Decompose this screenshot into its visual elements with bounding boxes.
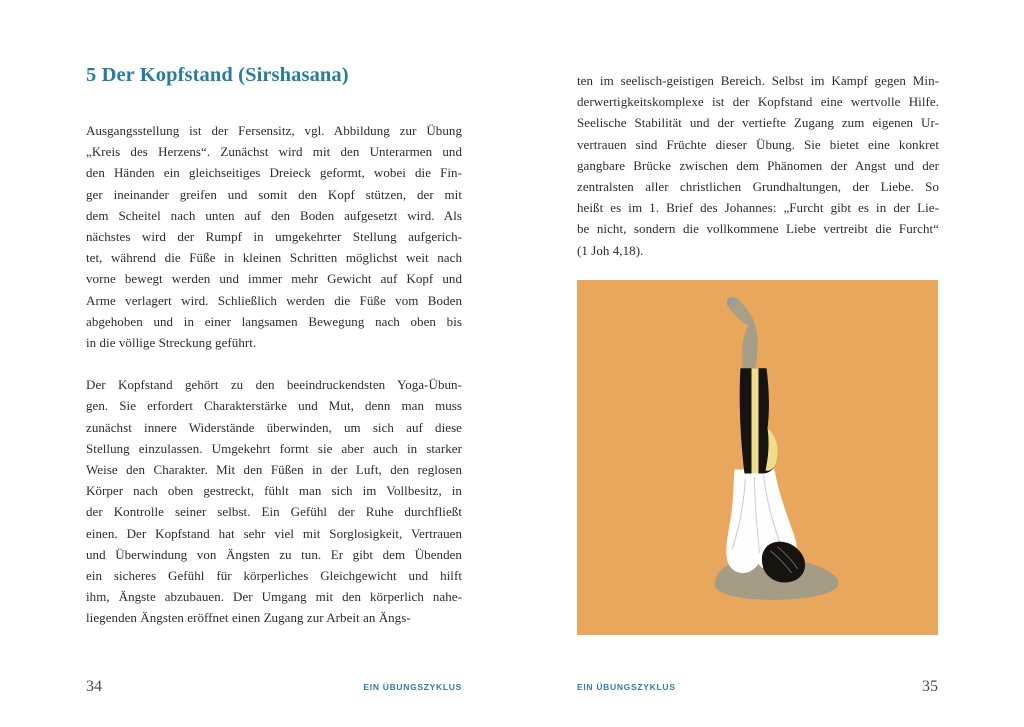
page-number-left: 34 [86, 678, 102, 695]
text-line: in die völlige Streckung geführt. [86, 335, 257, 351]
text-line: Ausgangsstellung ist der Fersensitz, vgl. Abbildung zur Übung [86, 123, 462, 138]
paragraph [86, 120, 462, 353]
text-line: Seelische Stabilität und der vertiefte Zugang zum eigenen Ur- [577, 115, 939, 131]
text-line: be nicht, sondern die vollkommene Liebe vertreibt die Furcht“ [577, 221, 939, 237]
tights-stripe [751, 368, 758, 473]
text-line: und Überwindung von Ängsten zu tun. Er gibt dem Übenden [86, 546, 462, 562]
text-line: liegenden Ängsten eröffnet einen Zugang zur Arbeit an Ängs- [86, 610, 411, 626]
text-line: vertrauen sind Früchte dieser Übung. Sie bietet eine konkret [577, 136, 939, 152]
text-line: gangbare Brücke zwischen dem Phänomen der Angst und der [577, 157, 939, 173]
text-line: (1 Joh 4,18). [577, 242, 644, 258]
text-line: abgehoben und in einer langsamen Bewegung nach oben bis [86, 313, 462, 329]
text-line: Arme verlagert wird. Schließlich werden die Füße vom Boden [86, 292, 462, 308]
text-line: ten im seelisch-geistigen Bereich. Selbst im Kampf gegen Min- [577, 73, 939, 88]
text-line: zentralsten aller christlichen Grundhaltungen, der Liebe. So [577, 179, 939, 195]
text-line: vorne bewegt werden und immer mehr Gewicht auf Kopf und [86, 271, 462, 287]
text-line: gen. Sie erfordert Charakterstärke und Mut, denn man muss [86, 398, 462, 414]
text-line: „Kreis des Herzens“. Zunächst wird mit den Unterarmen und [86, 144, 462, 160]
text-line: Stellung einzulassen. Umgekehrt formt sie aber auch in starker [86, 440, 462, 456]
text-line: den Händen ein gleichseitiges Dreieck geformt, wobei die Fin- [86, 165, 462, 181]
text-line: tet, während die Füße in kleinen Schritten möglichst weit nach [86, 250, 462, 266]
text-line: heißt es im 1. Brief des Johannes: „Furcht gibt es in der Lie- [577, 200, 939, 216]
text-line: Weise den Charakter. Mit den Füßen in der Luft, den reglosen [86, 462, 462, 478]
paragraph [86, 374, 462, 628]
text-line: ihm, Ängste abzubauen. Der Umgang mit den körperlich nahe- [86, 589, 462, 605]
text-line: derwertigkeitskomplexe ist der Kopfstand eine wertvolle Hilfe. [577, 94, 939, 110]
running-footer-right: EIN ÜBUNGSZYKLUS [577, 682, 676, 692]
paragraph [577, 70, 939, 261]
page-left-text-column [86, 63, 462, 629]
text-line: nächstes wird der Rumpf in umgekehrter Stellung aufgerich- [86, 229, 462, 245]
running-footer-left: EIN ÜBUNGSZYKLUS [363, 682, 462, 692]
text-line: ger ineinander greifen und somit den Kopf stützen, der mit [86, 186, 462, 202]
headstand-figure-svg [577, 280, 938, 635]
text-line: einen. Der Kopfstand hat sehr viel mit Sorglosigkeit, Vertrauen [86, 525, 462, 541]
headstand-illustration [577, 280, 938, 635]
text-line: der Kontrolle seiner selbst. Ein Gefühl der Ruhe durchfließt [86, 504, 462, 520]
page-number-right: 35 [922, 678, 938, 695]
text-line: Der Kopfstand gehört zu den beeindruckendsten Yoga-Übun- [86, 377, 462, 393]
text-line: dem Scheitel nach unten auf den Boden aufgesetzt wird. Als [86, 207, 462, 223]
text-line: ein sicheres Gefühl für körperliches Gleichgewicht und hilft [86, 568, 462, 584]
page-right-text-column [577, 70, 939, 261]
text-line: zunächst innere Widerstände überwinden, um sich auf diese [86, 419, 462, 435]
text-line: Körper nach oben gestreckt, fühlt man sich im Vollbesitz, in [86, 483, 462, 499]
chapter-heading: 5 Der Kopfstand (Sirshasana) [86, 64, 349, 86]
